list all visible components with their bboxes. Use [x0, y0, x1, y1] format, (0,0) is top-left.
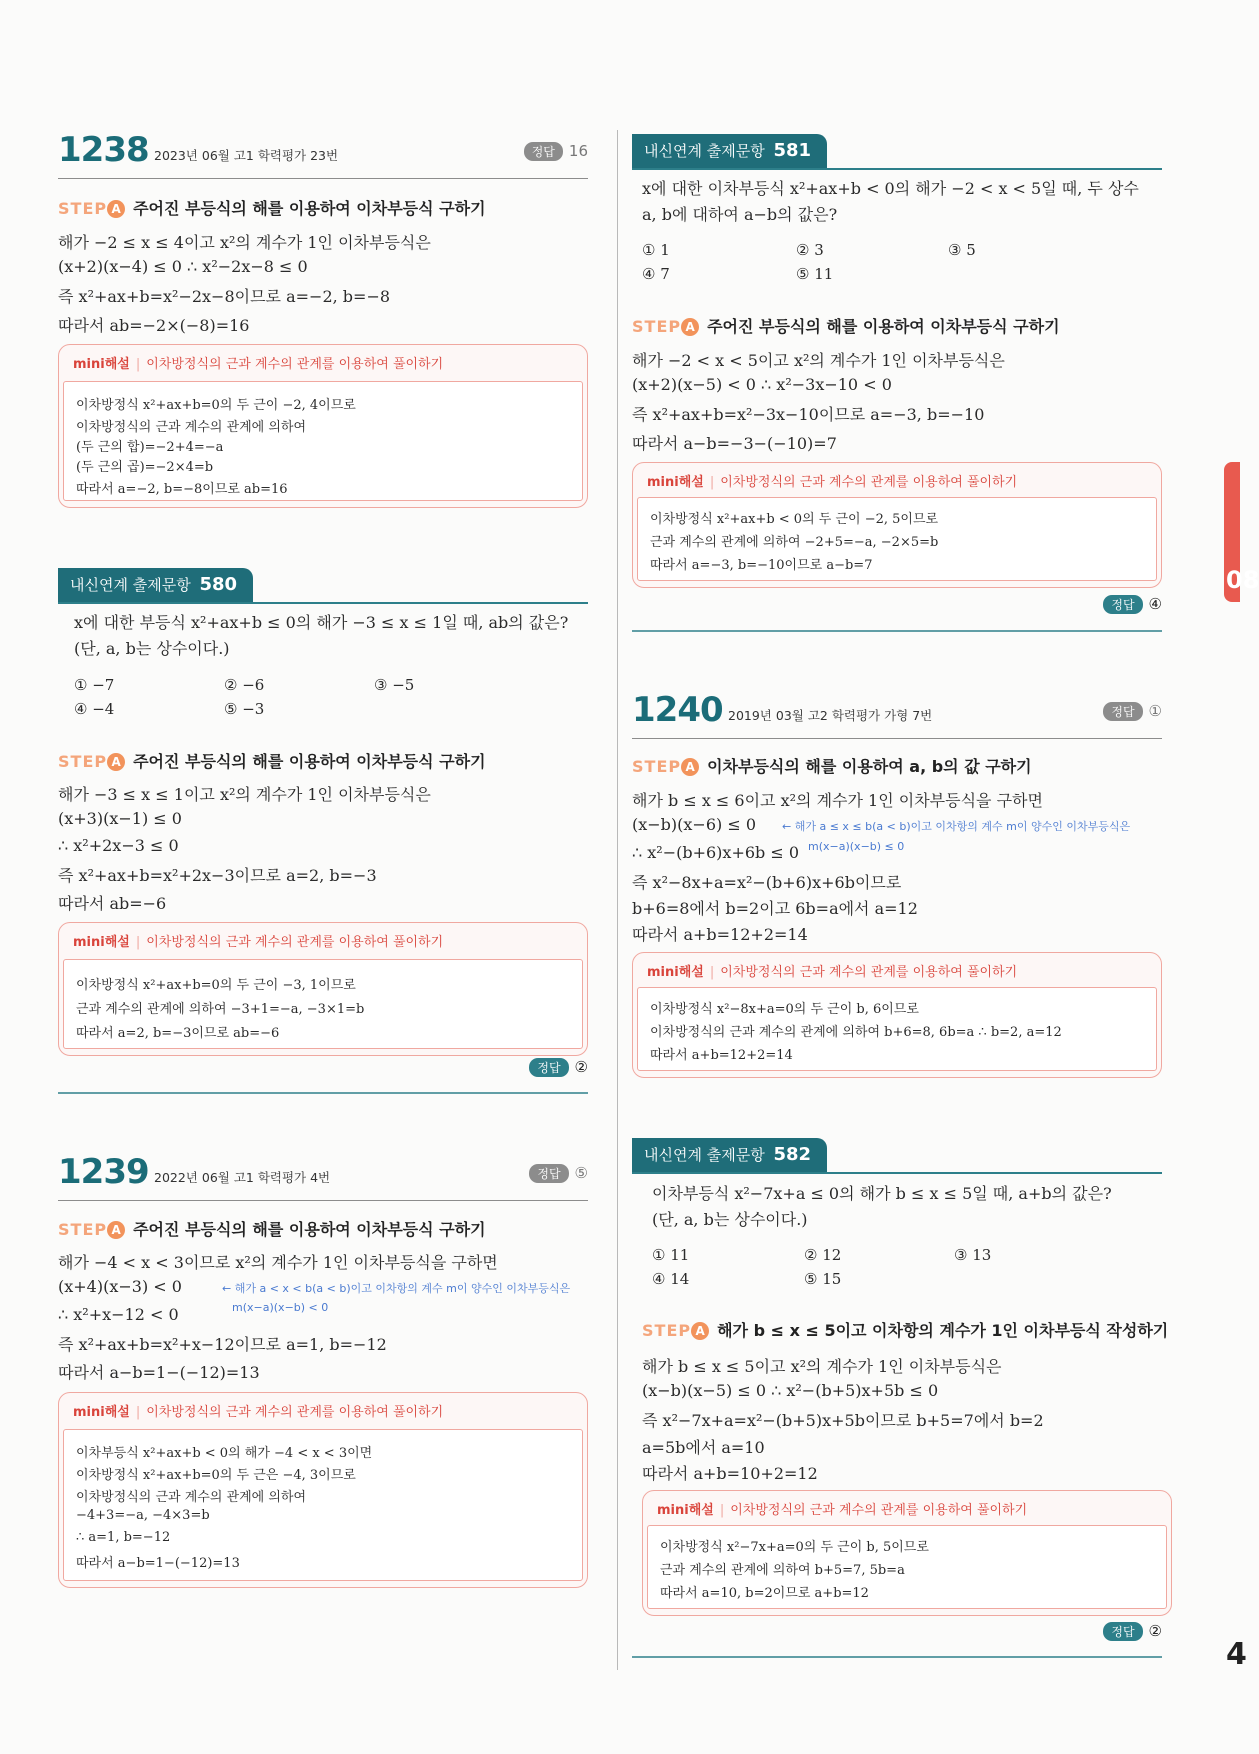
answer-value: ①	[1148, 702, 1162, 720]
side-note: m(x−a)(x−b) < 0	[232, 1301, 329, 1314]
solution-line: ∴ x²+2x−3 ≤ 0	[58, 836, 179, 855]
solution-line: 따라서 a−b=1−(−12)=13	[58, 1363, 260, 1382]
choice-3[interactable]: ③ −5	[374, 676, 415, 694]
choice-5[interactable]: ⑤ −3	[224, 700, 265, 718]
answer-label	[524, 142, 588, 161]
side-note: m(x−a)(x−b) ≤ 0	[808, 840, 905, 853]
choice-2[interactable]: ② 3	[796, 241, 824, 259]
mini-solution-tab: mini해설 | 이차방정식의 근과 계수의 관계를 이용하여 풀이하기	[657, 1503, 1028, 1518]
answer-label	[529, 1164, 588, 1183]
chapter-side-tab[interactable]: 08	[1224, 462, 1240, 602]
section-separator	[58, 1092, 588, 1094]
solution-line: 따라서 ab=−6	[58, 894, 167, 913]
mini-solution-content: 이차방정식 x²−8x+a=0의 두 근이 b, 6이므로 이차방정식의 근과 계수의 관계에 의하여 b+6=8, 6b=a ∴ b=2, a=12 따라서 a+b=12+2=14	[637, 987, 1157, 1071]
solution-line: 해가 b ≤ x ≤ 6이고 x²의 계수가 1인 이차부등식을 구하면	[632, 791, 1043, 810]
step-heading: STEP A 주어진 부등식의 해를 이용하여 이차부등식 구하기	[58, 199, 486, 218]
choice-4[interactable]: ④ −4	[74, 700, 115, 718]
choice-3[interactable]: ③ 13	[954, 1246, 992, 1264]
choice-1[interactable]: ① 11	[652, 1246, 690, 1264]
problem-number: 1238	[58, 130, 149, 170]
answer-footer: 정답 ②	[1103, 1622, 1162, 1641]
solution-line: 해가 −3 ≤ x ≤ 1이고 x²의 계수가 1인 이차부등식은	[58, 785, 431, 804]
choice-2[interactable]: ② −6	[224, 676, 265, 694]
mini-solution-box	[642, 1490, 1172, 1616]
solution-line: ∴ x²+x−12 < 0	[58, 1305, 179, 1324]
question-line: a, b에 대하여 a−b의 값은?	[642, 205, 838, 224]
solution-line: (x−b)(x−5) ≤ 0 ∴ x²−(b+5)x+5b ≤ 0	[642, 1381, 939, 1400]
mini-solution-tab: mini해설 | 이차방정식의 근과 계수의 관계를 이용하여 풀이하기	[73, 1405, 444, 1420]
solution-line: 따라서 a+b=10+2=12	[642, 1464, 818, 1483]
solution-line: 즉 x²+ax+b=x²−2x−8이므로 a=−2, b=−8	[58, 287, 391, 306]
step-heading: STEP A 주어진 부등식의 해를 이용하여 이차부등식 구하기	[58, 752, 486, 771]
answer-footer: 정답 ④	[1103, 595, 1162, 614]
solution-line: 즉 x²−8x+a=x²−(b+6)x+6b이므로	[632, 873, 902, 892]
question-line: (단, a, b는 상수이다.)	[74, 639, 230, 658]
mini-solution-content: 이차방정식 x²+ax+b=0의 두 근이 −2, 4이므로 이차방정식의 근과 계수의 관계에 의하여 (두 근의 합)=−2+4=−a (두 근의 곱)=−2×4=b 따라서 a=−2, b=−8이므로 ab=16	[63, 381, 583, 501]
problem-1240-header	[632, 690, 1162, 739]
choice-1[interactable]: ① −7	[74, 676, 115, 694]
problem-number: 1240	[632, 690, 723, 730]
mini-solution-box	[632, 462, 1162, 588]
choice-5[interactable]: ⑤ 15	[804, 1270, 842, 1288]
link-problem-581-header	[632, 134, 1162, 170]
choice-2[interactable]: ② 12	[804, 1246, 842, 1264]
mini-solution-box	[58, 922, 588, 1056]
link-problem-582-header	[632, 1138, 1162, 1174]
mini-solution-content: 이차방정식 x²−7x+a=0의 두 근이 b, 5이므로 근과 계수의 관계에 의하여 b+5=7, 5b=a 따라서 a=10, b=2이므로 a+b=12	[647, 1525, 1167, 1609]
mini-solution-content: 이차방정식 x²+ax+b=0의 두 근이 −3, 1이므로 근과 계수의 관계에 의하여 −3+1=−a, −3×1=b 따라서 a=2, b=−3이므로 ab=−6	[63, 959, 583, 1049]
choice-1[interactable]: ① 1	[642, 241, 670, 259]
solution-line: b+6=8에서 b=2이고 6b=a에서 a=12	[632, 899, 918, 918]
step-heading: STEP A 주어진 부등식의 해를 이용하여 이차부등식 구하기	[632, 317, 1060, 336]
solution-line: 즉 x²−7x+a=x²−(b+5)x+5b이므로 b+5=7에서 b=2	[642, 1411, 1044, 1430]
answer-badge: 정답	[1103, 702, 1142, 721]
choice-3[interactable]: ③ 5	[948, 241, 976, 259]
solution-line: ∴ x²−(b+6)x+6b ≤ 0	[632, 843, 800, 862]
step-heading: STEP A 이차부등식의 해를 이용하여 a, b의 값 구하기	[632, 757, 1032, 776]
solution-line: (x+3)(x−1) ≤ 0	[58, 809, 182, 828]
page-number: 4	[1226, 1637, 1247, 1672]
solution-line: 해가 b ≤ x ≤ 5이고 x²의 계수가 1인 이차부등식은	[642, 1357, 1002, 1376]
section-separator	[632, 630, 1162, 632]
solution-line: 따라서 ab=−2×(−8)=16	[58, 316, 250, 335]
side-note: ← 해가 a < x < b(a < b)이고 이차항의 계수 m이 양수인 이차부등식은	[222, 1282, 571, 1295]
answer-label	[1103, 702, 1162, 721]
answer-badge: 정답	[524, 142, 563, 161]
solution-line: 따라서 a+b=12+2=14	[632, 925, 808, 944]
answer-value: ⑤	[574, 1164, 588, 1182]
mini-solution-tab: mini해설 | 이차방정식의 근과 계수의 관계를 이용하여 풀이하기	[647, 475, 1018, 490]
mini-solution-box	[58, 344, 588, 508]
question-line: x에 대한 부등식 x²+ax+b ≤ 0의 해가 −3 ≤ x ≤ 1일 때, ab의 값은?	[74, 613, 569, 632]
problem-source: 2023년 06월 고1 학력평가 23번	[154, 148, 339, 163]
answer-footer: 정답 ②	[529, 1058, 588, 1077]
problem-source: 2019년 03월 고2 학력평가 가형 7번	[728, 708, 933, 723]
side-note: ← 해가 a ≤ x ≤ b(a < b)이고 이차항의 계수 m이 양수인 이차부등식은	[782, 820, 1131, 833]
solution-line: 즉 x²+ax+b=x²−3x−10이므로 a=−3, b=−10	[632, 405, 985, 424]
mini-solution-tab: mini해설 | 이차방정식의 근과 계수의 관계를 이용하여 풀이하기	[647, 965, 1018, 980]
mini-solution-content: 이차부등식 x²+ax+b < 0의 해가 −4 < x < 3이면 이차방정식 x²+ax+b=0의 두 근은 −4, 3이므로 이차방정식의 근과 계수의 관계에 의하여 −4+3=−a, −4×3=b ∴ a=1, b=−12 따라서 a−b=1−(−12)=13	[63, 1429, 583, 1581]
link-problem-tag: 내신연계 출제문항 581	[632, 134, 827, 168]
link-problem-580-header	[58, 568, 588, 604]
step-heading: STEP A 해가 b ≤ x ≤ 5이고 이차항의 계수가 1인 이차부등식 작성하기	[642, 1321, 1169, 1340]
solution-line: (x+2)(x−4) ≤ 0 ∴ x²−2x−8 ≤ 0	[58, 257, 308, 276]
answer-badge: 정답	[529, 1164, 568, 1183]
solution-line: a=5b에서 a=10	[642, 1438, 765, 1457]
answer-value: 16	[568, 142, 588, 160]
question-line: (단, a, b는 상수이다.)	[652, 1210, 808, 1229]
section-separator	[632, 1656, 1162, 1658]
problem-number: 1239	[58, 1152, 149, 1192]
link-problem-tag: 내신연계 출제문항 580	[58, 568, 253, 602]
solution-line: 해가 −2 < x < 5이고 x²의 계수가 1인 이차부등식은	[632, 351, 1005, 370]
solution-line: (x+2)(x−5) < 0 ∴ x²−3x−10 < 0	[632, 375, 892, 394]
solution-line: 따라서 a−b=−3−(−10)=7	[632, 434, 837, 453]
question-line: x에 대한 이차부등식 x²+ax+b < 0의 해가 −2 < x < 5일 때, 두 상수	[642, 179, 1139, 198]
problem-1238-header	[58, 130, 588, 179]
solution-line: 즉 x²+ax+b=x²+x−12이므로 a=1, b=−12	[58, 1335, 387, 1354]
step-heading: STEP A 주어진 부등식의 해를 이용하여 이차부등식 구하기	[58, 1220, 486, 1239]
choice-4[interactable]: ④ 14	[652, 1270, 690, 1288]
problem-1239-header	[58, 1152, 588, 1201]
choice-5[interactable]: ⑤ 11	[796, 265, 834, 283]
solution-line: 해가 −4 < x < 3이므로 x²의 계수가 1인 이차부등식을 구하면	[58, 1253, 498, 1272]
mini-solution-tab: mini해설 | 이차방정식의 근과 계수의 관계를 이용하여 풀이하기	[73, 357, 444, 372]
solution-line: (x−b)(x−6) ≤ 0	[632, 815, 757, 834]
link-problem-tag: 내신연계 출제문항 582	[632, 1138, 827, 1172]
solution-line: 해가 −2 ≤ x ≤ 4이고 x²의 계수가 1인 이차부등식은	[58, 233, 431, 252]
solution-line: (x+4)(x−3) < 0	[58, 1277, 182, 1296]
mini-solution-box	[58, 1392, 588, 1588]
mini-solution-box	[632, 952, 1162, 1078]
choice-4[interactable]: ④ 7	[642, 265, 670, 283]
column-divider	[617, 130, 618, 1670]
mini-solution-tab: mini해설 | 이차방정식의 근과 계수의 관계를 이용하여 풀이하기	[73, 935, 444, 950]
question-line: 이차부등식 x²−7x+a ≤ 0의 해가 b ≤ x ≤ 5일 때, a+b의 값은?	[652, 1184, 1112, 1203]
solution-line: 즉 x²+ax+b=x²+2x−3이므로 a=2, b=−3	[58, 866, 377, 885]
mini-solution-content: 이차방정식 x²+ax+b < 0의 두 근이 −2, 5이므로 근과 계수의 관계에 의하여 −2+5=−a, −2×5=b 따라서 a=−3, b=−10이므로 a−b=7	[637, 497, 1157, 581]
problem-source: 2022년 06월 고1 학력평가 4번	[154, 1170, 331, 1185]
